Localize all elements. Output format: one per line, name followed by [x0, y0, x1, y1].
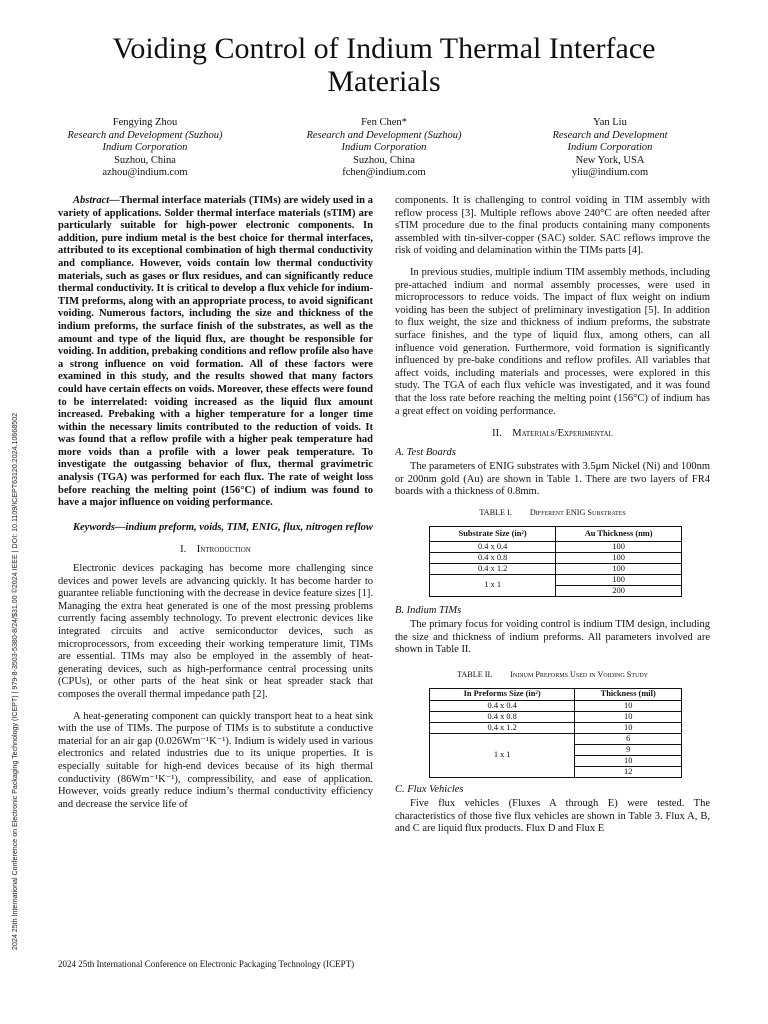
paper-title: Voiding Control of Indium Thermal Interface Materials: [112, 32, 656, 98]
author-org: Indium Corporation: [567, 142, 653, 154]
table-indium-preforms: [429, 688, 682, 778]
paragraph: The parameters of ENIG substrates with 3.5μm Nickel (Ni) and 100nm or 200nm gold (Au) are shown in Table 1. There are two layers of FR4 boards with a thickness of 0.8mm.: [395, 461, 710, 498]
table-row: [430, 722, 682, 733]
table-cell: 10: [575, 722, 682, 733]
left-column: [58, 195, 373, 811]
author-block-1: [30, 117, 260, 180]
section-heading-introduction: I. Introduction: [180, 544, 251, 556]
table-row: [430, 711, 682, 722]
page-footer: 2024 25th International Conference on Electronic Packaging Technology (ICEPT): [58, 959, 355, 969]
table-cell: 12: [575, 766, 682, 777]
author-city: New York, USA: [575, 154, 645, 166]
author-name: Fengying Zhou: [112, 117, 178, 128]
author-name: Fen Chen*: [361, 117, 407, 128]
table-header-cell: Au Thickness (nm): [556, 526, 682, 541]
paragraph: Five flux vehicles (Fluxes A through E) were tested. The characteristics of those five flux vehicles are shown in Table 3. Flux A, B, and C are liquid flux products. Flux D and Flux E: [395, 798, 710, 835]
subsection-heading: B. Indium TIMs: [395, 604, 462, 616]
table-row: [430, 541, 682, 552]
paragraph: components. It is challenging to control voiding in TIM assembly with reflow process [3]. Multiple reflows above 240°C are often needed after sTIM procedure due to the final products containing many components assembled with tin-silver-copper (SAC) solder. SAC reflows improve the risk of voiding and delamination within the TIMs parts [4].: [395, 195, 710, 257]
table-cell: 0.4 x 0.8: [430, 552, 556, 563]
author-dept: Research and Development (Suzhou): [306, 129, 462, 141]
table-row: [430, 574, 682, 585]
table-row: [430, 700, 682, 711]
table-cell: 0.4 x 0.4: [430, 700, 575, 711]
table-row: [430, 733, 682, 744]
doi-sidebar: 2024 25th International Conference on Electronic Packaging Technology (ICEPT) | 979-8-3503-5380-8/24/$31.00 ©2024 IEEE | DOI: 10.1109/ICEPT63120.2024.10668502: [11, 412, 19, 950]
author-dept: Research and Development: [552, 129, 668, 141]
author-org: Indium Corporation: [341, 142, 427, 154]
table-cell: 1 x 1: [430, 733, 575, 777]
section-heading-materials: II. Materials/Experimental: [492, 428, 613, 440]
table-cell: 100: [556, 574, 682, 585]
author-block-2: [269, 117, 499, 180]
table-header-cell: Thickness (mil): [575, 688, 682, 700]
right-column: [395, 195, 710, 836]
table-cell: 6: [575, 733, 682, 744]
author-email[interactable]: yliu@indium.com: [571, 167, 649, 179]
subsection-heading: A. Test Boards: [395, 446, 456, 458]
author-city: Suzhou, China: [114, 154, 176, 166]
keywords: Keywords—indium preform, voids, TIM, ENIG, flux, nitrogen reflow: [73, 521, 373, 533]
table-header-cell: Substrate Size (in²): [430, 526, 556, 541]
abstract-lead: Abstract: [73, 195, 110, 206]
author-name: Yan Liu: [593, 117, 627, 128]
table-cell: 10: [575, 700, 682, 711]
author-dept: Research and Development (Suzhou): [67, 129, 223, 141]
table-cell: 0.4 x 1.2: [430, 722, 575, 733]
table-cell: 0.4 x 1.2: [430, 563, 556, 574]
table-cell: 1 x 1: [430, 574, 556, 596]
paragraph: Electronic devices packaging has become more challenging since devices and power levels are advancing quickly. It has become harder to guarantee reliable functioning with the decrease in device feature sizes [1]. Managing the extra heat generated is one of the most pressing problems currently facing assembly technology. To prevent electronic devices like integrated circuits and active semiconductor devices, such as microprocessors, from exceeding their working temperature limit, TIMs are essential. TIMs may also be employed in the assembly of heat-generating devices, such as high-performance central processing units (CPUs), or other parts of the heat sink or heat spreader stack that composes the overall thermal impedance path [2].: [58, 563, 373, 700]
table-row: [430, 563, 682, 574]
table-cell: 9: [575, 744, 682, 755]
table-caption: TABLE II. Indium Preforms Used in Voiding Study: [456, 670, 649, 680]
table-cell: 0.4 x 0.4: [430, 541, 556, 552]
table-cell: 10: [575, 711, 682, 722]
table-header-cell: In Preforms Size (in²): [430, 688, 575, 700]
table-cell: 10: [575, 755, 682, 766]
table-caption: TABLE I. Different ENIG Substrates: [479, 508, 626, 518]
author-org: Indium Corporation: [102, 142, 188, 154]
table-cell: 100: [556, 541, 682, 552]
table-cell: 0.4 x 0.8: [430, 711, 575, 722]
table-enig-substrates: [429, 526, 682, 597]
abstract-text: —Thermal interface materials (TIMs) are widely used in a variety of applications. Solder thermal interface materials (sTIM) are particularly suitable for high-power electronic components. In addition, pure indium metal is the best choice for thermal interfaces, attributed to its exceptional combination of high thermal conductivity and compliance. However, voids contain low thermal conductivity materials, such as gases or flux residues, and can significantly reduce thermal conductivity. It is critical to develop a flux vehicle for indium-TIM preforms, along with an appropriate process, to avoid significant voiding. Numerous factors, including the size and thickness of the indium preforms, the surface finish of the substrates, as well as the amount and type of the liquid flux, are thought be responsible for voiding. In addition, prebaking conditions and reflow profile also have a strong influence on void formation. All of these factors were examined in this study, and the results showed that many factors could have certain effects on voids. Moreover, these effects were found to be interrelated: voiding increased as the liquid flux amount increased. Prebaking with a higher temperature for a longer time within the necessary limits contributed to the reduction of voids. It was found that a reflow profile with a higher peak temperature had more voids than a profile with a lower peak temperature. To investigate the outgassing behavior of flux, thermal gravimetric analysis (TGA) was performed for each flux. The rate of weight loss before reaching the melting point (156°C) of indium was found to have a major influence on voiding performance.: [58, 195, 373, 509]
table-cell: 200: [556, 585, 682, 596]
author-email[interactable]: fchen@indium.com: [342, 167, 426, 179]
paragraph: The primary focus for voiding control is indium TIM design, including the size and thickness of indium preforms. All parameters involved are shown in Table II.: [395, 619, 710, 656]
author-block-3: [495, 117, 725, 180]
table-cell: 100: [556, 563, 682, 574]
table-cell: 100: [556, 552, 682, 563]
paragraph: In previous studies, multiple indium TIM assembly methods, including pre-attached indium and normal assembly processes, were used in microprocessors to reduce voids. The impact of flux weight on indium voiding has been the subject of preliminary investigation [5]. In addition to flux weight, the size and thickness of indium preforms, the substrate surface finishes, and the type of liquid flux, among others, can all influence void generation. Furthermore, void formation is significantly influenced by pre-bake conditions and reflow profiles. All variables that affect voids, including materials and processes, were explored in this study. The TGA of each flux vehicle was investigated, and it was found that the loss rate before reaching the melting point (156°C) of indium has a great effect on voiding performance.: [395, 266, 710, 417]
paragraph: A heat-generating component can quickly transport heat to a heat sink with the use of TIMs. The purpose of TIMs is to substitute a conductive material for an air gap (0.026Wm⁻¹K⁻¹). Indium is widely used in various electronics and related industries due to its unique properties. It is especially suitable for high-end devices because of its high thermal conductivity (86Wm⁻¹K⁻¹), compressibility, and ease of application. However, voids greatly reduce indium’s thermal conductivity efficiency and decrease the service life of: [58, 710, 373, 810]
table-row: [430, 552, 682, 563]
author-email[interactable]: azhou@indium.com: [102, 167, 188, 179]
abstract: [58, 195, 373, 510]
subsection-heading: C. Flux Vehicles: [395, 783, 464, 795]
table-header-row: [430, 688, 682, 700]
author-city: Suzhou, China: [353, 154, 415, 166]
table-header-row: [430, 526, 682, 541]
